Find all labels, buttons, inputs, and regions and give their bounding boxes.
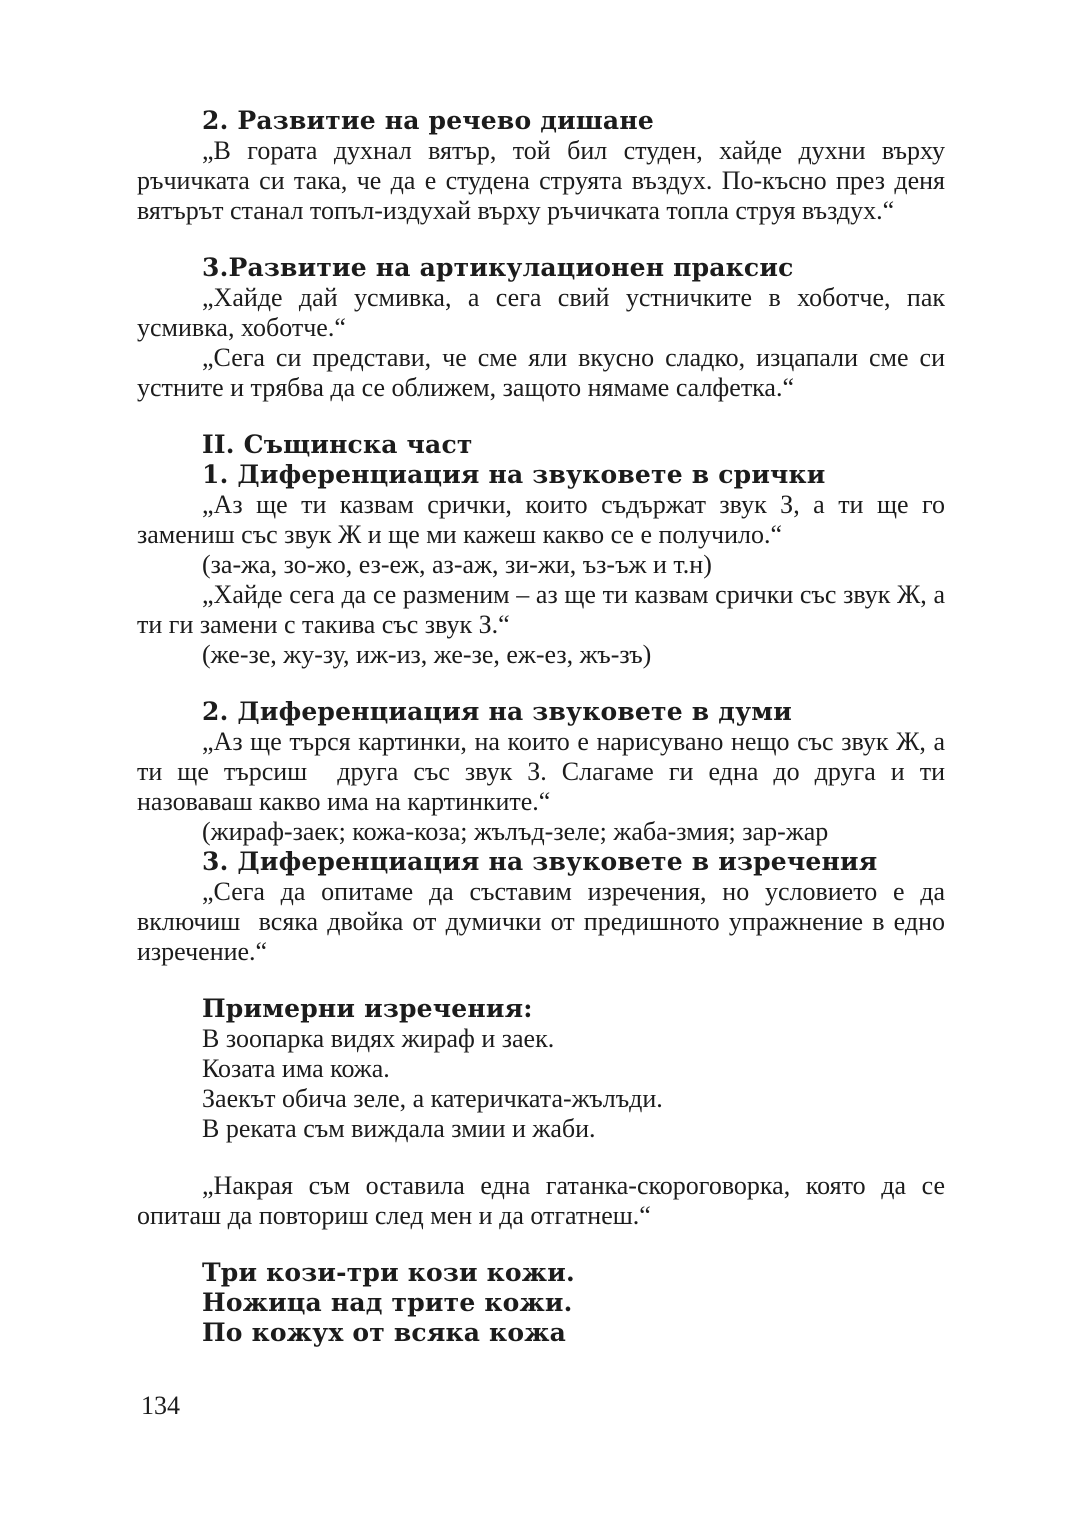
body-paragraph: „Сега да опитаме да съставим изречения, но условието е да включиш всяка двойка от думички от предишното упражнение в едно изречение.“ [137,877,952,966]
body-paragraph: „Сега си представи, че сме яли вкусно сладко, изцапали сме си устните и трябва да се оближем, защото нямаме салфетка.“ [137,343,952,402]
body-paragraph: „Хайде дай усмивка, а сега свий устничките в хоботче, пак усмивка, хоботче.“ [137,283,952,342]
page-number: 134 [141,1391,180,1420]
section-heading-main-part: II. Същинска част [202,430,473,459]
body-paragraph: „В гората духнал вятър, той бил студен, хайде духни върху ръчичката си така, че да е студена струята въздух. По-късно през деня вятърът станал топъл-издухай върху ръчичката топла струя въздух.“ [137,136,952,225]
body-paragraph: „Аз ще търся картинки, на които е нарисувано нещо със звук Ж, а ти ще търсиш друга със звук З. Слагаме ги една до друга и ти назоваваш какво има на картинките.“ [137,727,952,816]
word-pair-list: (жираф-заек; кожа-коза; жълъд-зеле; жаба-змия; зар-жар [202,817,829,846]
tongue-twister-line: Три кози-три кози кожи. [202,1258,575,1287]
section-heading-differentiation-syllables: 1. Диференциация на звуковете в срички [202,460,826,489]
example-sentence: Козата има кожа. [202,1054,390,1083]
tongue-twister-line: Ножица над трите кожи. [202,1288,573,1317]
syllable-list: (за-жа, зо-жо, ез-еж, аз-аж, зи-жи, ъз-ъж и т.н) [202,550,712,579]
section-heading-differentiation-words: 2. Диференциация на звуковете в думи [202,697,792,726]
body-paragraph: „Накрая съм оставила една гатанка-скороговорка, която да се опиташ да повториш след мен и да отгатнеш.“ [137,1171,952,1230]
section-heading-articulation-praxis: 3.Развитие на артикулационен праксис [202,253,794,282]
text-block [137,106,952,1348]
tongue-twister-line: По кожух от всяка кожа [202,1318,567,1347]
example-sentence: Заекът обича зеле, а катеричката-жълъди. [202,1084,663,1113]
example-sentence: В зоопарка видях жираф и заек. [202,1024,555,1053]
example-sentence: В реката съм виждала змии и жаби. [202,1114,596,1143]
section-heading-speech-breathing: 2. Развитие на речево дишане [202,106,654,135]
section-heading-example-sentences: Примерни изречения: [202,994,533,1023]
body-paragraph: „Хайде сега да се разменим – аз ще ти казвам срички със звук Ж, а ти ги замени с такива със звук З.“ [137,580,952,639]
section-heading-differentiation-sentences: 3. Диференциация на звуковете в изречения [202,847,878,876]
body-paragraph: „Аз ще ти казвам срички, които съдържат звук З, а ти ще го замениш със звук Ж и ще ми кажеш какво се е получило.“ [137,490,952,549]
syllable-list: (же-зе, жу-зу, иж-из, же-зе, еж-ез, жъ-зъ) [202,640,652,669]
